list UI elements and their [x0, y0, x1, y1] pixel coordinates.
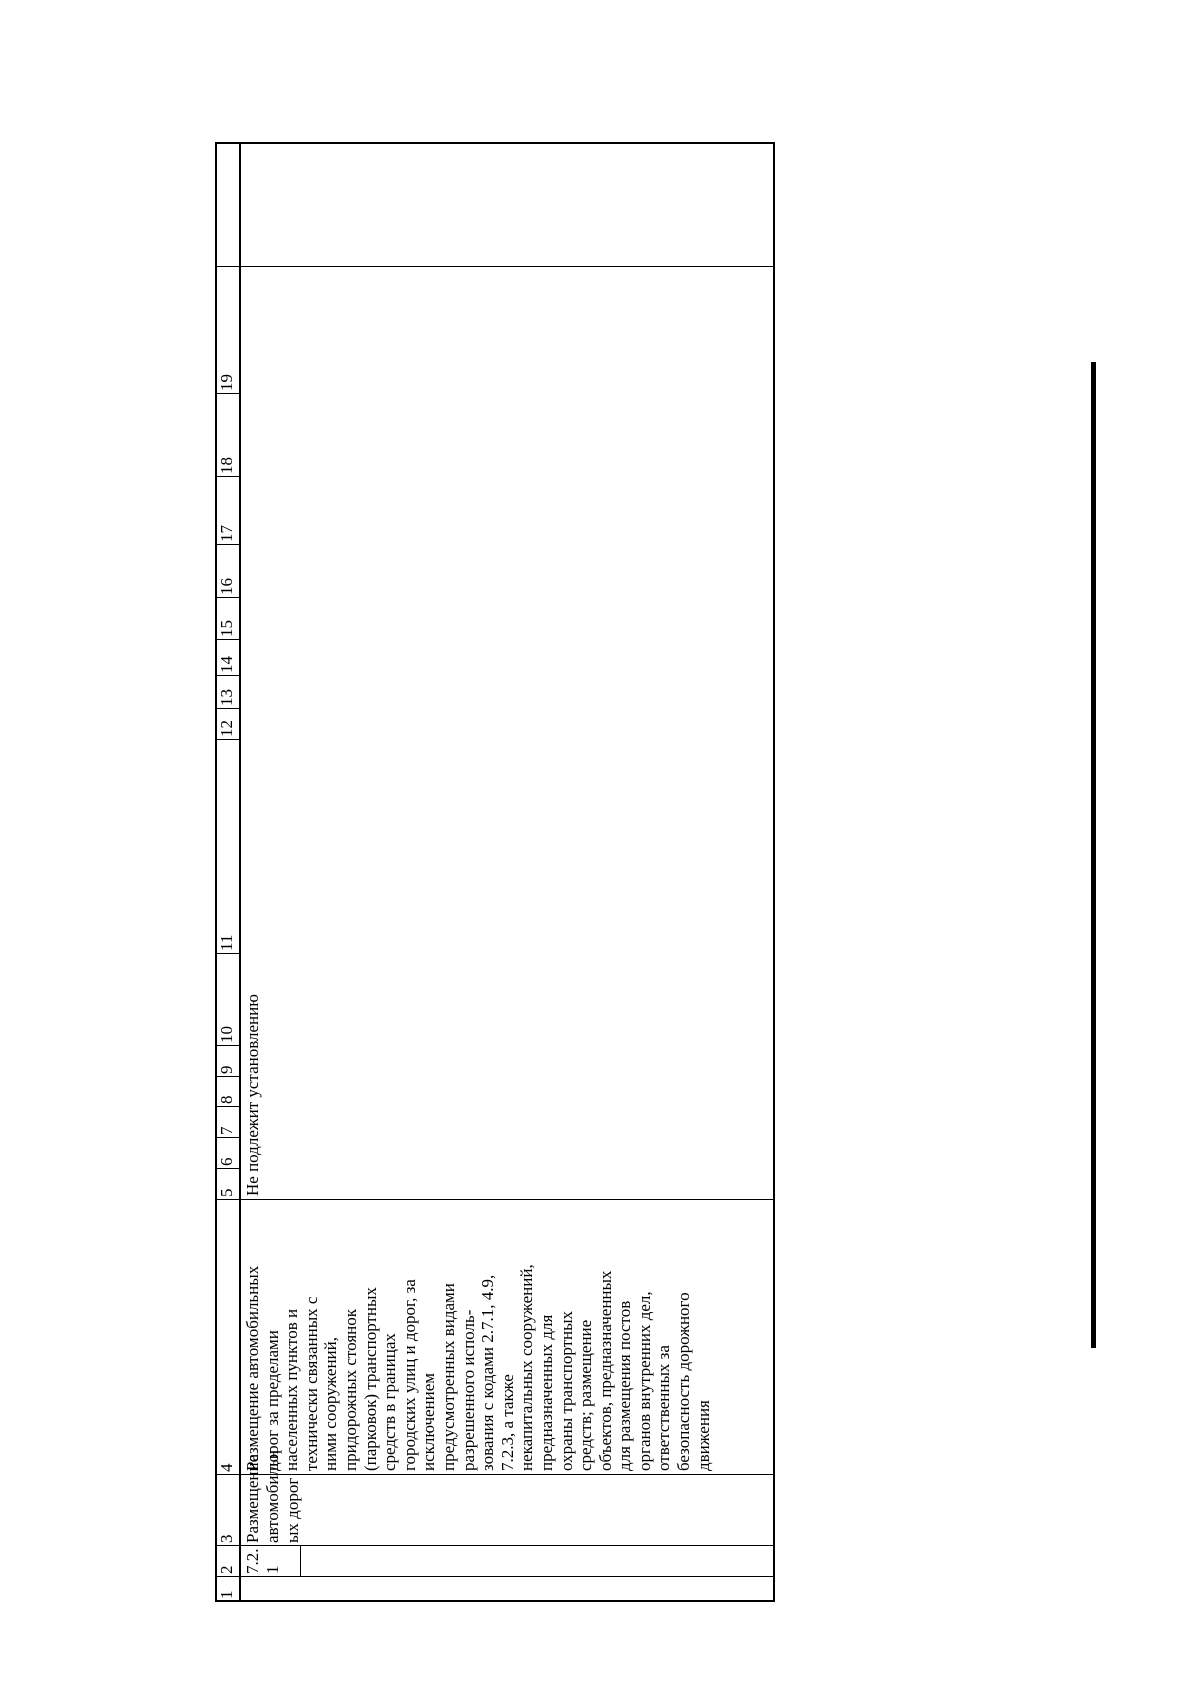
- header-number-12: 12: [217, 720, 236, 737]
- row-description-line: для размещения постов: [615, 1300, 635, 1471]
- header-number-19: 19: [217, 374, 236, 391]
- row-description-line: разрешенного исполь-: [458, 1309, 478, 1471]
- row-description-line: объектов, предназначенных: [595, 1270, 615, 1471]
- row-description-line: технически связанных с: [301, 1296, 321, 1471]
- row-description-line: средств в границах: [380, 1333, 400, 1471]
- row-description-line: придорожных стоянок: [340, 1308, 360, 1471]
- header-number-16: 16: [217, 578, 236, 595]
- row-description-line: движения: [693, 1400, 713, 1471]
- row-description-line: (парковок) транспортных: [360, 1287, 380, 1471]
- row-status-cell: Не подлежит установлению: [243, 994, 262, 1196]
- row-code-cell: [243, 1549, 283, 1575]
- header-number-13: 13: [217, 689, 236, 706]
- col2-bottom-line: [300, 1546, 301, 1577]
- header-number-1: 1: [217, 1590, 236, 1599]
- row-description-line: предусмотренных видами: [438, 1283, 458, 1471]
- vertical-rule: [1091, 362, 1096, 1348]
- row-code-line-1: 7.2.: [243, 1548, 262, 1574]
- row-description-line: 7.2.3, а также: [497, 1374, 517, 1471]
- sep-col18-col19: [215, 266, 775, 267]
- row-description-line: некапитальных сооружений,: [517, 1264, 537, 1471]
- header-number-10: 10: [217, 1026, 236, 1043]
- header-number-3: 3: [217, 1534, 236, 1543]
- row-description-line: предназначенных для: [536, 1314, 556, 1471]
- row-description-line: охраны транспортных: [556, 1310, 576, 1471]
- header-number-18: 18: [217, 457, 236, 474]
- row-description-line: дорог за пределами: [262, 1330, 282, 1471]
- rotated-table: [215, 142, 775, 1602]
- sep-col2-col3: [215, 1545, 775, 1546]
- sep-col4-col5: [215, 1199, 775, 1200]
- header-number-11: 11: [217, 934, 236, 951]
- row-description-line: ответственных за: [654, 1345, 674, 1471]
- row-description-line: населенных пунктов и: [282, 1308, 302, 1471]
- row-description-line: городских улиц и дорог, за: [399, 1279, 419, 1471]
- row-description-cell: [243, 1264, 713, 1471]
- header-number-14: 14: [217, 656, 236, 673]
- header-number-17: 17: [217, 525, 236, 542]
- row-description-line: ними сооружений,: [321, 1336, 341, 1471]
- header-number-6: 6: [217, 1157, 236, 1166]
- header-number-9: 9: [217, 1065, 236, 1074]
- row-description-line: средств; размещение: [576, 1319, 596, 1471]
- row-description-line: зования с кодами 2.7.1, 4.9,: [478, 1274, 498, 1471]
- row-description-line: исключением: [419, 1372, 439, 1471]
- header-number-8: 8: [217, 1095, 236, 1104]
- header-number-5: 5: [217, 1188, 236, 1197]
- sep-col1-col2: [215, 1576, 775, 1577]
- header-number-7: 7: [217, 1126, 236, 1135]
- header-number-2: 2: [217, 1565, 236, 1574]
- row-description-line: органов внутренних дел,: [634, 1291, 654, 1471]
- header-number-4: 4: [217, 1463, 236, 1472]
- row-code-line-2: 1: [263, 1565, 282, 1574]
- row-description-line: безопасность дорожного: [674, 1292, 694, 1471]
- row-name-line-1: Размещение: [243, 1454, 262, 1543]
- row-name-line-2: автомобильн: [263, 1450, 282, 1543]
- row-description-line: Размещение автомобильных: [243, 1265, 262, 1471]
- header-number-15: 15: [217, 620, 236, 637]
- header-separator: [239, 142, 241, 1602]
- row-name-line-3: ых дорог: [283, 1477, 302, 1543]
